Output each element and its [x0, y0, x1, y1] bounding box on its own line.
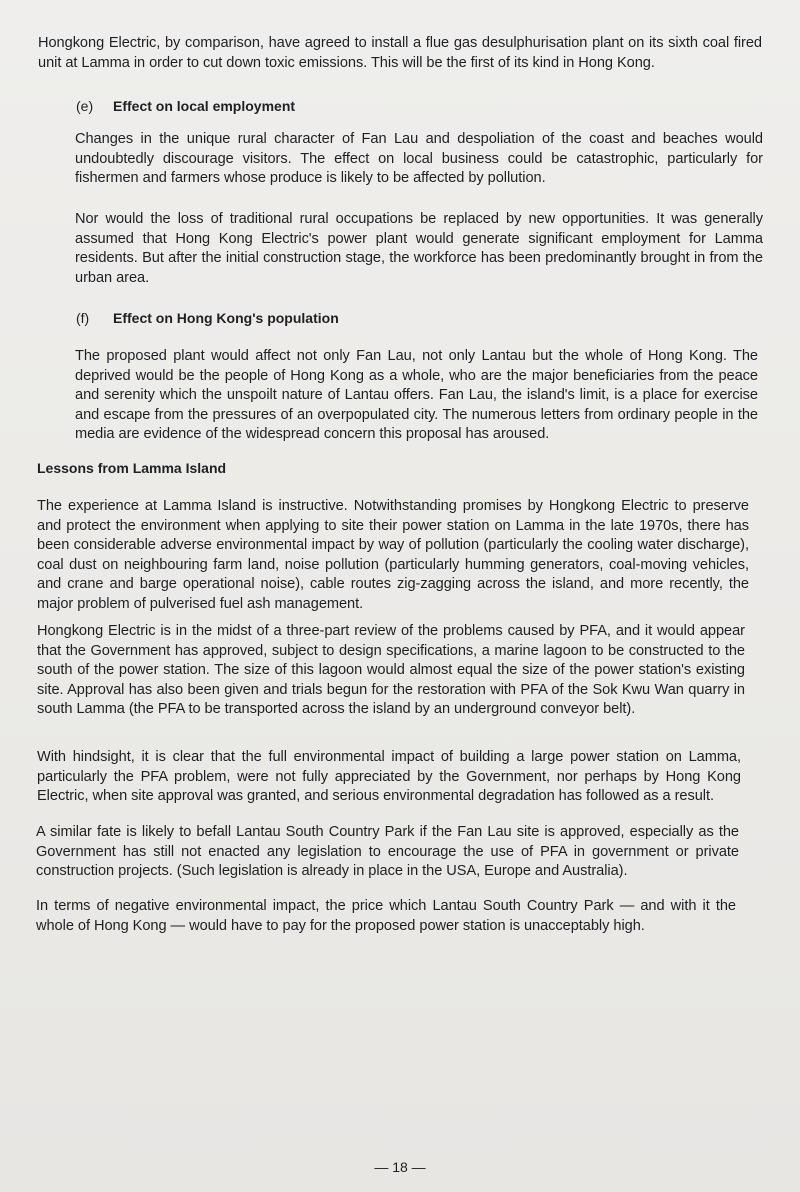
section-f-paragraph-1: The proposed plant would affect not only Fan Lau, not only Lantau but the whole of Hong Kong. The deprived would be the people of Hong Kong as a whole, who are the major beneficiaries from the peace and serenity which the unspoilt nature of Lantau offers. Fan Lau, the island's limit, is a place for exercise and escape from the pressures of an overpopulated city. The numerous letters from ordinary people in the media are evidence of the widespread concern this proposal has aroused.	[75, 348, 758, 443]
page-number: — 18 —	[374, 1159, 426, 1175]
lamma-paragraph-1: The experience at Lamma Island is instructive. Notwithstanding promises by Hongkong Electric to preserve and protect the environment when applying to site their power station on Lamma in the late 1970s, there has been considerable adverse environmental impact by way of pollution (particularly the cooling water discharge), coal dust on neighbouring farm land, noise pollution (particularly humming generators, coal-moving vehicles, and crane and barge operational noise), cable routes zig-zagging across the island, and more recently, the major problem of pulverised fuel ash management.	[37, 498, 749, 612]
section-f-heading	[76, 309, 339, 327]
lamma-heading: Lessons from Lamma Island	[37, 460, 227, 476]
section-e-paragraph-2: Nor would the loss of traditional rural occupations be replaced by new opportunities. It was generally assumed that Hong Kong Electric's power plant would generate significant employment for Lamma residents. But after the initial construction stage, the workforce has been predominantly brought in from the urban area.	[75, 211, 763, 286]
section-e-paragraph-1: Changes in the unique rural character of Fan Lau and despoliation of the coast and beaches would undoubtedly discourage visitors. The effect on local business could be catastrophic, particularly for fishermen and farmers whose produce is likely to be affected by pollution.	[75, 131, 763, 187]
lamma-paragraph-2: Hongkong Electric is in the midst of a three-part review of the problems caused by PFA, and it would appear that the Government has approved, subject to design specifications, a marine lagoon to be constructed to the south of the power station. The size of this lagoon would almost equal the size of the power station's existing site. Approval has also been given and trials begun for the restoration with PFA of the Sok Kwu Wan quarry in south Lamma (the PFA to be transported across the island by an underground conveyor belt).	[37, 623, 745, 718]
lamma-paragraph-3: With hindsight, it is clear that the full environmental impact of building a large power station on Lamma, particularly the PFA problem, were not fully appreciated by the Government, nor perhaps by Hong Kong Electric, when site approval was granted, and serious environmental degradation has followed as a result.	[37, 749, 741, 805]
lamma-paragraph-5: In terms of negative environmental impact, the price which Lantau South Country Park — and with it the whole of Hong Kong — would have to pay for the proposed power station is unacceptably high.	[36, 898, 736, 934]
section-e-title: Effect on local employment	[113, 98, 296, 114]
intro-paragraph: Hongkong Electric, by comparison, have agreed to install a flue gas desulphurisation plant on its sixth coal fired unit at Lamma in order to cut down toxic emissions. This will be the first of its kind in Hong Kong.	[38, 35, 762, 71]
section-f-title: Effect on Hong Kong's population	[113, 310, 339, 326]
section-e-label: (e)	[76, 98, 94, 114]
section-e-heading	[76, 97, 295, 115]
section-f-label: (f)	[76, 310, 90, 326]
lamma-paragraph-4: A similar fate is likely to befall Lantau South Country Park if the Fan Lau site is approved, especially as the Government has still not enacted any legislation to encourage the use of PFA in government or private construction projects. (Such legislation is already in place in the USA, Europe and Australia).	[36, 824, 739, 880]
